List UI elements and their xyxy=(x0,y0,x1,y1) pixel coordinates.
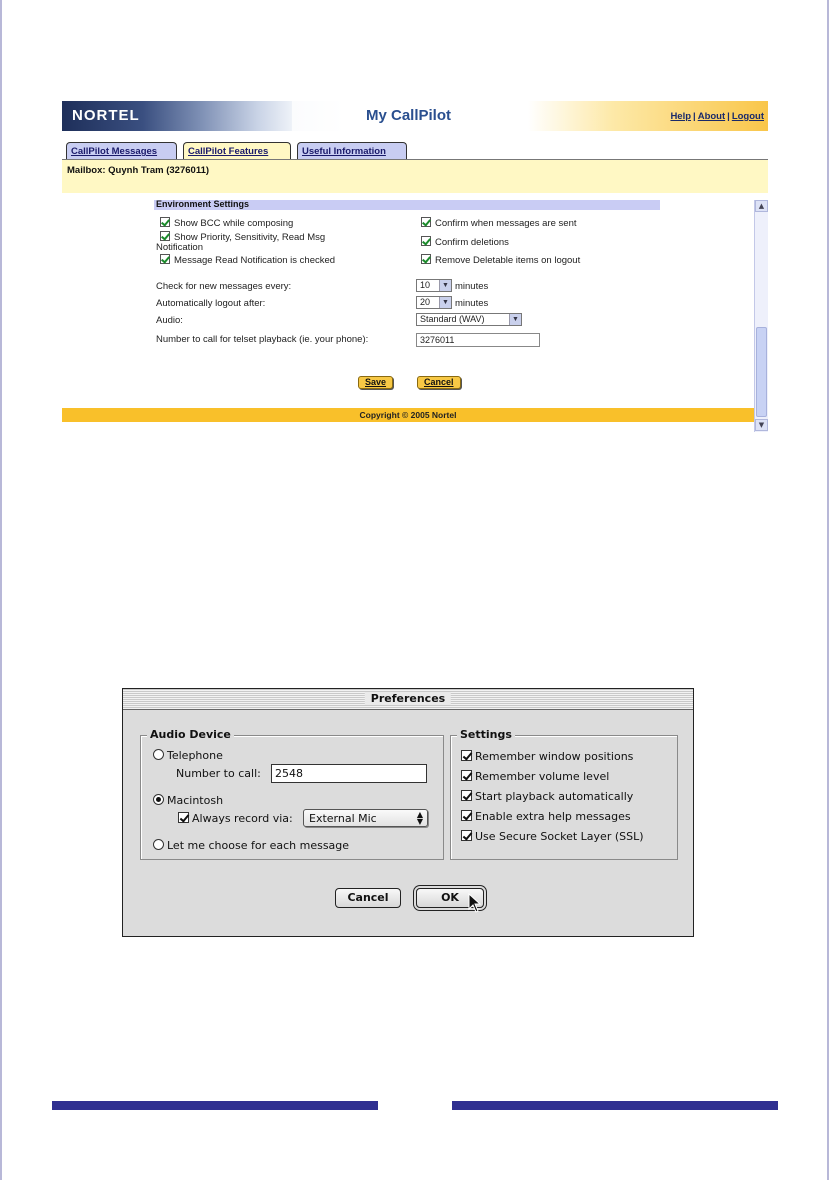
checkbox-checked-icon[interactable] xyxy=(421,236,431,246)
checkbox-checked-icon[interactable] xyxy=(421,254,431,264)
mailbox-label: Mailbox: Quynh Tram (3276011) xyxy=(67,165,210,176)
option-show-bcc[interactable]: Show BCC while composing xyxy=(160,217,293,229)
vertical-scrollbar[interactable] xyxy=(754,200,768,432)
option-show-priority-wrap: Notification xyxy=(156,242,203,253)
audio-format-select[interactable]: Standard (WAV) ▼ xyxy=(416,313,522,326)
footer-bar-left xyxy=(52,1101,378,1110)
footer-bar-right xyxy=(452,1101,778,1110)
header-banner-image xyxy=(62,101,292,131)
minutes-label: minutes xyxy=(455,298,489,309)
save-button[interactable]: Save xyxy=(358,376,393,389)
scroll-thumb[interactable] xyxy=(756,327,767,417)
chevron-down-icon: ▼ xyxy=(509,314,521,325)
radio-let-me-choose[interactable]: Let me choose for each message xyxy=(153,839,349,852)
option-confirm-deletions[interactable]: Confirm deletions xyxy=(421,236,509,248)
ok-button[interactable]: OK xyxy=(416,888,484,908)
scroll-up-icon[interactable]: ▲ xyxy=(755,200,768,212)
phone-number-input[interactable]: 3276011 xyxy=(416,333,540,347)
record-source-select[interactable]: External Mic ▲ ▼ xyxy=(303,809,428,827)
checkbox-checked-icon[interactable] xyxy=(178,812,189,823)
number-to-call-input[interactable]: 2548 xyxy=(271,764,427,783)
radio-off-icon[interactable] xyxy=(153,749,164,760)
checkbox-checked-icon[interactable] xyxy=(461,750,472,761)
tab-callpilot-features[interactable]: CallPilot Features xyxy=(183,142,291,160)
checkbox-checked-icon[interactable] xyxy=(160,217,170,227)
checkbox-checked-icon[interactable] xyxy=(461,830,472,841)
app-title: My CallPilot xyxy=(366,107,452,124)
option-confirm-sent[interactable]: Confirm when messages are sent xyxy=(421,217,577,229)
option-read-notification[interactable]: Message Read Notification is checked xyxy=(160,254,335,266)
cancel-button[interactable]: Cancel xyxy=(335,888,401,908)
help-link[interactable]: Help xyxy=(670,111,692,122)
radio-on-icon[interactable] xyxy=(153,794,164,805)
header-links: Help | About | Logout xyxy=(670,111,764,122)
checkbox-checked-icon[interactable] xyxy=(461,810,472,821)
setting-start-playback[interactable]: Start playback automatically xyxy=(461,790,633,803)
callpilot-window xyxy=(62,101,768,432)
section-title: Environment Settings xyxy=(156,199,250,209)
chevron-down-icon: ▼ xyxy=(439,280,451,291)
callpilot-header xyxy=(62,101,768,131)
option-remove-deletable[interactable]: Remove Deletable items on logout xyxy=(421,254,580,266)
checkbox-checked-icon[interactable] xyxy=(160,254,170,264)
copyright-bar: Copyright © 2005 Nortel xyxy=(62,408,754,422)
checkbox-checked-icon[interactable] xyxy=(421,217,431,227)
number-to-call-label: Number to call: xyxy=(176,767,261,780)
setting-extra-help[interactable]: Enable extra help messages xyxy=(461,810,631,823)
about-link[interactable]: About xyxy=(697,111,726,122)
checkbox-checked-icon[interactable] xyxy=(160,231,170,241)
always-record-checkbox[interactable]: Always record via: xyxy=(178,812,293,825)
scroll-down-icon[interactable]: ▼ xyxy=(755,419,768,431)
logout-after-label: Automatically logout after: xyxy=(156,298,266,309)
tab-useful-information[interactable]: Useful Information xyxy=(297,142,407,160)
settings-title: Settings xyxy=(457,728,515,741)
radio-macintosh[interactable]: Macintosh xyxy=(153,794,223,807)
option-show-priority[interactable]: Show Priority, Sensitivity, Read Msg xyxy=(160,231,325,243)
setting-ssl[interactable]: Use Secure Socket Layer (SSL) xyxy=(461,830,644,843)
minutes-label: minutes xyxy=(455,281,489,292)
checkbox-checked-icon[interactable] xyxy=(461,790,472,801)
updown-arrows-icon: ▲ ▼ xyxy=(416,810,423,826)
mouse-cursor-icon xyxy=(468,893,482,913)
logout-link[interactable]: Logout xyxy=(731,111,764,122)
check-messages-label: Check for new messages every: xyxy=(156,281,292,292)
audio-label: Audio: xyxy=(156,315,183,326)
setting-remember-window[interactable]: Remember window positions xyxy=(461,750,633,763)
setting-remember-volume[interactable]: Remember volume level xyxy=(461,770,609,783)
mailbox-panel xyxy=(62,159,768,193)
nortel-logo: NORTEL xyxy=(72,107,140,124)
dialog-title: Preferences xyxy=(365,692,451,705)
radio-off-icon[interactable] xyxy=(153,839,164,850)
logout-interval-select[interactable]: 20 ▼ xyxy=(416,296,452,309)
phone-number-label: Number to call for telset playback (ie. your phone): xyxy=(156,334,369,345)
tab-callpilot-messages[interactable]: CallPilot Messages xyxy=(66,142,177,160)
audio-device-title: Audio Device xyxy=(147,728,234,741)
cancel-button[interactable]: Cancel xyxy=(417,376,461,389)
check-interval-select[interactable]: 10 ▼ xyxy=(416,279,452,292)
dialog-titlebar[interactable] xyxy=(123,689,693,710)
chevron-down-icon: ▼ xyxy=(439,297,451,308)
preferences-dialog xyxy=(122,688,694,937)
radio-telephone[interactable]: Telephone xyxy=(153,749,223,762)
checkbox-checked-icon[interactable] xyxy=(461,770,472,781)
